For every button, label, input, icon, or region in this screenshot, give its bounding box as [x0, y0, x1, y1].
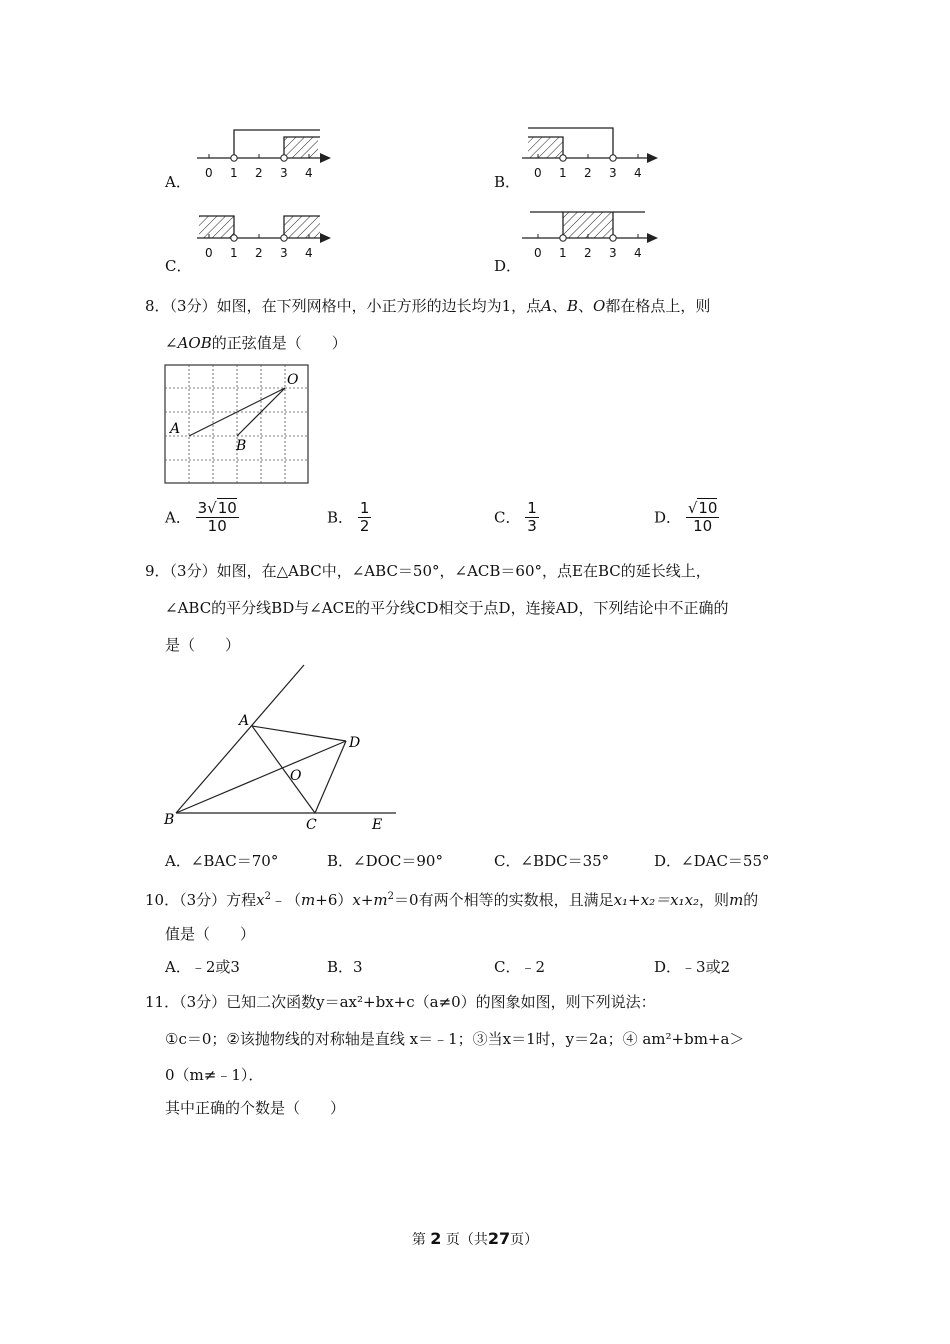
- q7-option-c-tick-label: 3: [280, 246, 288, 260]
- q9-option-b[interactable]: B．∠DOC＝90°: [327, 852, 443, 870]
- q8-option-d-label: D．: [654, 508, 682, 527]
- footer-post: 页）: [510, 1232, 539, 1248]
- q9-fig-label-c: C: [306, 817, 317, 832]
- q7-option-a-tick-label: 0: [205, 166, 213, 180]
- q10-var-m: m: [301, 891, 316, 909]
- q9-fig-label-a: A: [239, 713, 250, 729]
- q7-option-d-tick-label: 4: [634, 246, 642, 260]
- q9-fig-label-e: E: [372, 817, 383, 832]
- q8-stem-line1: [145, 296, 710, 316]
- q11-stem-line4: 其中正确的个数是（ ）: [165, 1099, 346, 1117]
- q9-stem-line2: ∠ABC的平分线BD与∠ACE的平分线CD相交于点D，连接AD，下列结论中不正确的: [165, 599, 729, 617]
- q8-point-o: O: [593, 297, 606, 315]
- q7-option-b-figure: [522, 128, 658, 163]
- q8-option-c[interactable]: [494, 500, 539, 535]
- q9-stem-line1: [145, 561, 711, 581]
- q11-stem-line2: ①c＝0；②该抛物线的对称轴是直线 x＝﹣1；③当x＝1时，y＝2a；④ am²+bm+a＞: [165, 1030, 745, 1048]
- q7-option-a-tick-label: 2: [255, 166, 263, 180]
- q7-option-a-tick-label: 1: [230, 166, 238, 180]
- q8-grid-figure: [161, 362, 311, 487]
- q7-option-c-tick-label: 1: [230, 246, 238, 260]
- q10-exp-2: 2: [387, 891, 395, 902]
- q10-stem-line1: [145, 887, 758, 910]
- q9-option-a[interactable]: A．∠BAC＝70°: [165, 852, 279, 870]
- q10-text-7: 的: [743, 891, 759, 909]
- q7-option-b-tick-label: 3: [609, 166, 617, 180]
- q8-text-b: 都在格点上，则: [605, 297, 711, 315]
- q7-option-a-figure: [197, 130, 331, 163]
- q8-option-b-num: 1: [359, 499, 370, 517]
- q9-stem-line3: 是（ ）: [165, 636, 241, 654]
- q8-angle: ∠AOB: [165, 334, 212, 352]
- q7-option-c-tick-label: 0: [205, 246, 213, 260]
- q8-option-a[interactable]: [165, 500, 239, 535]
- q7-number-line-figures: [0, 0, 950, 300]
- q10-exp-1: 2: [264, 891, 271, 902]
- q7-option-d-tick-label: 3: [609, 246, 617, 260]
- q7-option-d-tick-label: 0: [534, 246, 542, 260]
- q7-option-b-tick-label: 2: [584, 166, 592, 180]
- q8-option-a-den: 10: [207, 517, 227, 535]
- q8-option-b-fraction: [358, 500, 372, 535]
- q10-option-a[interactable]: A．﹣2或3: [165, 958, 240, 976]
- q8-option-a-coef: 3: [197, 499, 208, 517]
- q7-option-c-figure: [197, 216, 331, 243]
- q7-option-c-label[interactable]: C．: [165, 257, 192, 275]
- q10-option-c[interactable]: C．﹣2: [494, 958, 546, 976]
- q10-number: 10．: [145, 891, 180, 909]
- q8-option-c-label: C．: [494, 508, 521, 527]
- q7-option-d-figure: [522, 212, 658, 243]
- q9-option-c[interactable]: C．∠BDC＝35°: [494, 852, 610, 870]
- q8-option-a-fraction: $\frac{3√10}{10}$: [197, 499, 237, 535]
- q10-option-d[interactable]: D．﹣3或2: [654, 958, 731, 976]
- q8-option-b-label: B．: [327, 508, 354, 527]
- q8-option-d-radicand: 10: [698, 499, 718, 517]
- q8-text-a: 如图，在下列网格中，小正方形的边长均为1，点: [216, 297, 542, 315]
- page-footer: [0, 1229, 950, 1249]
- q10-option-b[interactable]: B．3: [327, 958, 363, 976]
- q11-stem-line1: [145, 992, 656, 1012]
- q9-option-d[interactable]: D．∠DAC＝55°: [654, 852, 770, 870]
- q8-text-c: 的正弦值是（ ）: [211, 334, 347, 352]
- q8-sep2: 、: [578, 297, 594, 315]
- q7-option-c-tick-label: 4: [305, 246, 313, 260]
- q10-var-x: x: [256, 891, 265, 909]
- q7-option-d-label[interactable]: D．: [494, 257, 522, 275]
- q8-point-b: B: [567, 297, 579, 315]
- q8-score: （3分）: [169, 297, 217, 315]
- q10-text-4: +: [360, 891, 374, 909]
- q8-sep1: 、: [551, 297, 567, 315]
- q7-option-c-tick-label: 2: [255, 246, 263, 260]
- q10-var-m2: m: [373, 891, 388, 909]
- q8-number: 8．: [145, 297, 170, 315]
- footer-total-pages: 27: [487, 1229, 511, 1248]
- q8-point-a: A: [541, 297, 552, 315]
- q10-text-1: 方程: [226, 891, 257, 909]
- q8-option-c-num: 1: [527, 499, 537, 517]
- q11-line1: （3分）已知二次函数y＝ax²+bx+c（a≠0）的图象如图，则下列说法：: [179, 993, 656, 1011]
- footer-pre: 第: [411, 1232, 426, 1248]
- q8-stem-line2: [165, 333, 347, 353]
- q10-score: （3分）: [179, 891, 227, 909]
- q10-text-6: ，则: [699, 891, 730, 909]
- q7-option-a-label[interactable]: A．: [165, 173, 191, 191]
- q9-triangle-figure: [160, 662, 410, 832]
- q10-text-3: +6）: [315, 891, 353, 909]
- q8-option-b[interactable]: [327, 500, 371, 535]
- q8-option-a-radicand: 10: [217, 499, 237, 517]
- q7-option-b-tick-label: 1: [559, 166, 567, 180]
- q10-condition: x₁+x₂＝x₁x₂: [613, 891, 700, 909]
- q11-stem-line3: 0（m≠﹣1）．: [165, 1066, 264, 1084]
- footer-mid: 页（共: [445, 1232, 488, 1248]
- q10-text-2: ﹣（: [271, 891, 302, 909]
- q8-option-d[interactable]: [654, 500, 719, 535]
- q8-option-c-den: 3: [527, 517, 537, 535]
- q8-option-c-fraction: [525, 500, 539, 535]
- q10-text-5: ＝0有两个相等的实数根，且满足: [394, 891, 614, 909]
- q10-stem-line2: 值是（ ）: [165, 925, 256, 943]
- q9-fig-label-d: D: [349, 735, 361, 751]
- q8-fig-label-a: A: [170, 421, 181, 437]
- q8-option-d-den: 10: [693, 517, 713, 535]
- q7-option-a-tick-label: 4: [305, 166, 313, 180]
- q7-option-a-tick-label: 3: [280, 166, 288, 180]
- q7-option-d-tick-label: 2: [584, 246, 592, 260]
- q9-number: 9．: [145, 562, 170, 580]
- q7-option-b-label[interactable]: B．: [494, 173, 521, 191]
- q9-line1: （3分）如图，在△ABC中，∠ABC＝50°，∠ACB＝60°，点E在BC的延长线上，: [169, 562, 711, 580]
- q9-fig-label-o: O: [290, 768, 302, 784]
- q10-var-x2: x: [352, 891, 361, 909]
- q8-option-d-fraction: $\frac{√10}{10}$: [687, 499, 718, 535]
- footer-page-number: 2: [430, 1229, 442, 1248]
- q7-option-b-tick-label: 0: [534, 166, 542, 180]
- q8-option-a-label: A．: [165, 508, 191, 527]
- q8-fig-label-o: O: [287, 372, 299, 388]
- q8-fig-label-b: B: [236, 438, 247, 454]
- q9-fig-label-b: B: [164, 812, 175, 828]
- q8-option-b-den: 2: [359, 517, 370, 535]
- q7-option-d-tick-label: 1: [559, 246, 567, 260]
- q10-var-m3: m: [729, 891, 744, 909]
- q7-option-b-tick-label: 4: [634, 166, 642, 180]
- q11-number: 11．: [145, 993, 180, 1011]
